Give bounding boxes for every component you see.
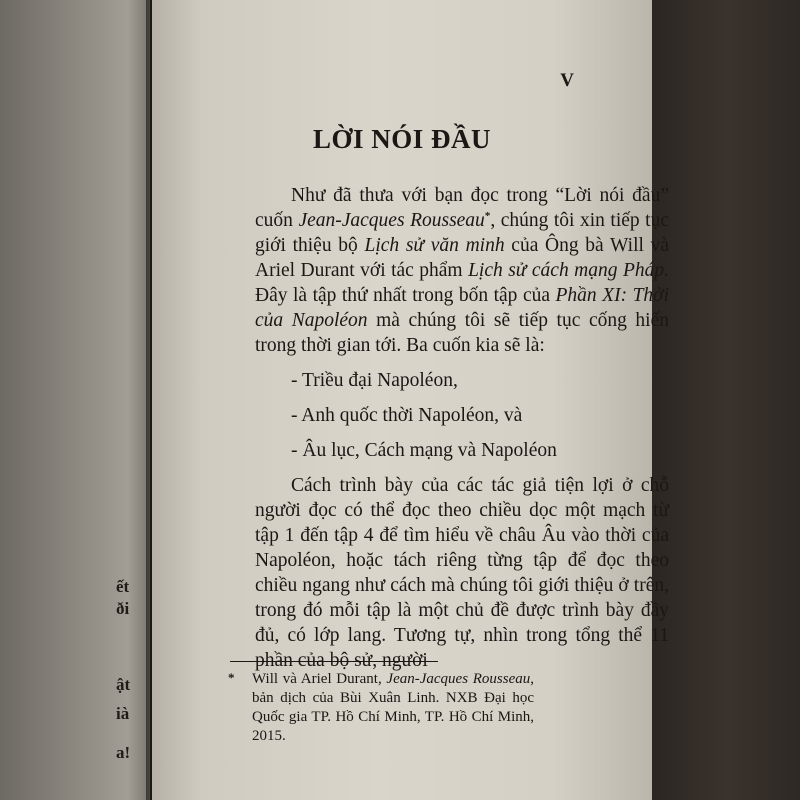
footnote-divider <box>230 661 438 662</box>
text-run: , chúng tôi xin tiếp tục giới thiệu bộ <box>255 210 669 256</box>
text-run: Đây là tập thứ nhất trong bốn tập của <box>255 285 556 306</box>
left-page-fragment: a! <box>116 743 131 762</box>
left-page-fragment: ết <box>116 577 130 596</box>
list-item: - Âu lục, Cách mạng và Napoléon <box>291 440 557 461</box>
left-page-fragment: ði <box>116 599 130 618</box>
list-item: - Triều đại Napoléon, <box>291 370 458 391</box>
italic-title: Jean-Jacques Rousseau <box>386 671 531 687</box>
list-item: - Anh quốc thời Napoléon, và <box>291 405 523 426</box>
italic-title: Lịch sử văn minh <box>364 235 505 256</box>
italic-title: Phần XI: Thời của Napoléon <box>255 285 669 331</box>
paragraph-intro <box>255 183 669 358</box>
body-text <box>255 183 669 673</box>
italic-title: Jean-Jacques Rousseau <box>298 210 485 231</box>
italic-title: Lịch sử cách mạng Pháp. <box>468 260 670 281</box>
left-page-fragment: ật <box>116 675 131 694</box>
text-run: Will và Ariel Durant, <box>252 671 387 687</box>
footnote-text <box>252 670 534 746</box>
paragraph-second: Cách trình bày của các tác giả tiện lợi ở chỗ người đọc có thể đọc theo chiều dọc một mạch từ tập 1 đến tập 4 để tìm hiểu về châu Âu vào thời của Napoléon, hoặc tách riêng từng tập để đọc theo chiều ngang như cách mà chúng tôi giới thiệu ở trên, trong đó mỗi tập là một chủ đề được trình bày đầy đủ, có lớp lang. Tương tự, nhìn trong tổng thể 11 phần của bộ sử, người <box>255 475 669 671</box>
footnote-marker: * <box>228 670 235 685</box>
footnote-reference: * <box>484 210 491 222</box>
chapter-title: LỜI NÓI ĐẦU <box>312 124 492 154</box>
left-page-fragment: ià <box>116 704 130 723</box>
text-run: , bản dịch của Bùi Xuân Linh. NXB Đại học Quốc gia TP. Hồ Chí Minh, TP. Hồ Chí Minh, 2015. <box>252 671 534 744</box>
background-surface <box>652 0 800 800</box>
text-run: mà chúng tôi sẽ tiếp tục cống hiến trong thời gian tới. Ba cuốn kia sẽ là: <box>255 310 669 356</box>
text-run: của Ông bà Will và Ariel Durant với tác phẩm <box>255 235 670 281</box>
book-page <box>152 0 670 800</box>
page-number: V <box>560 70 574 91</box>
left-page-edge <box>0 0 150 800</box>
text-run: Như đã thưa với bạn đọc trong “Lời nói đầu” cuốn <box>255 185 669 231</box>
